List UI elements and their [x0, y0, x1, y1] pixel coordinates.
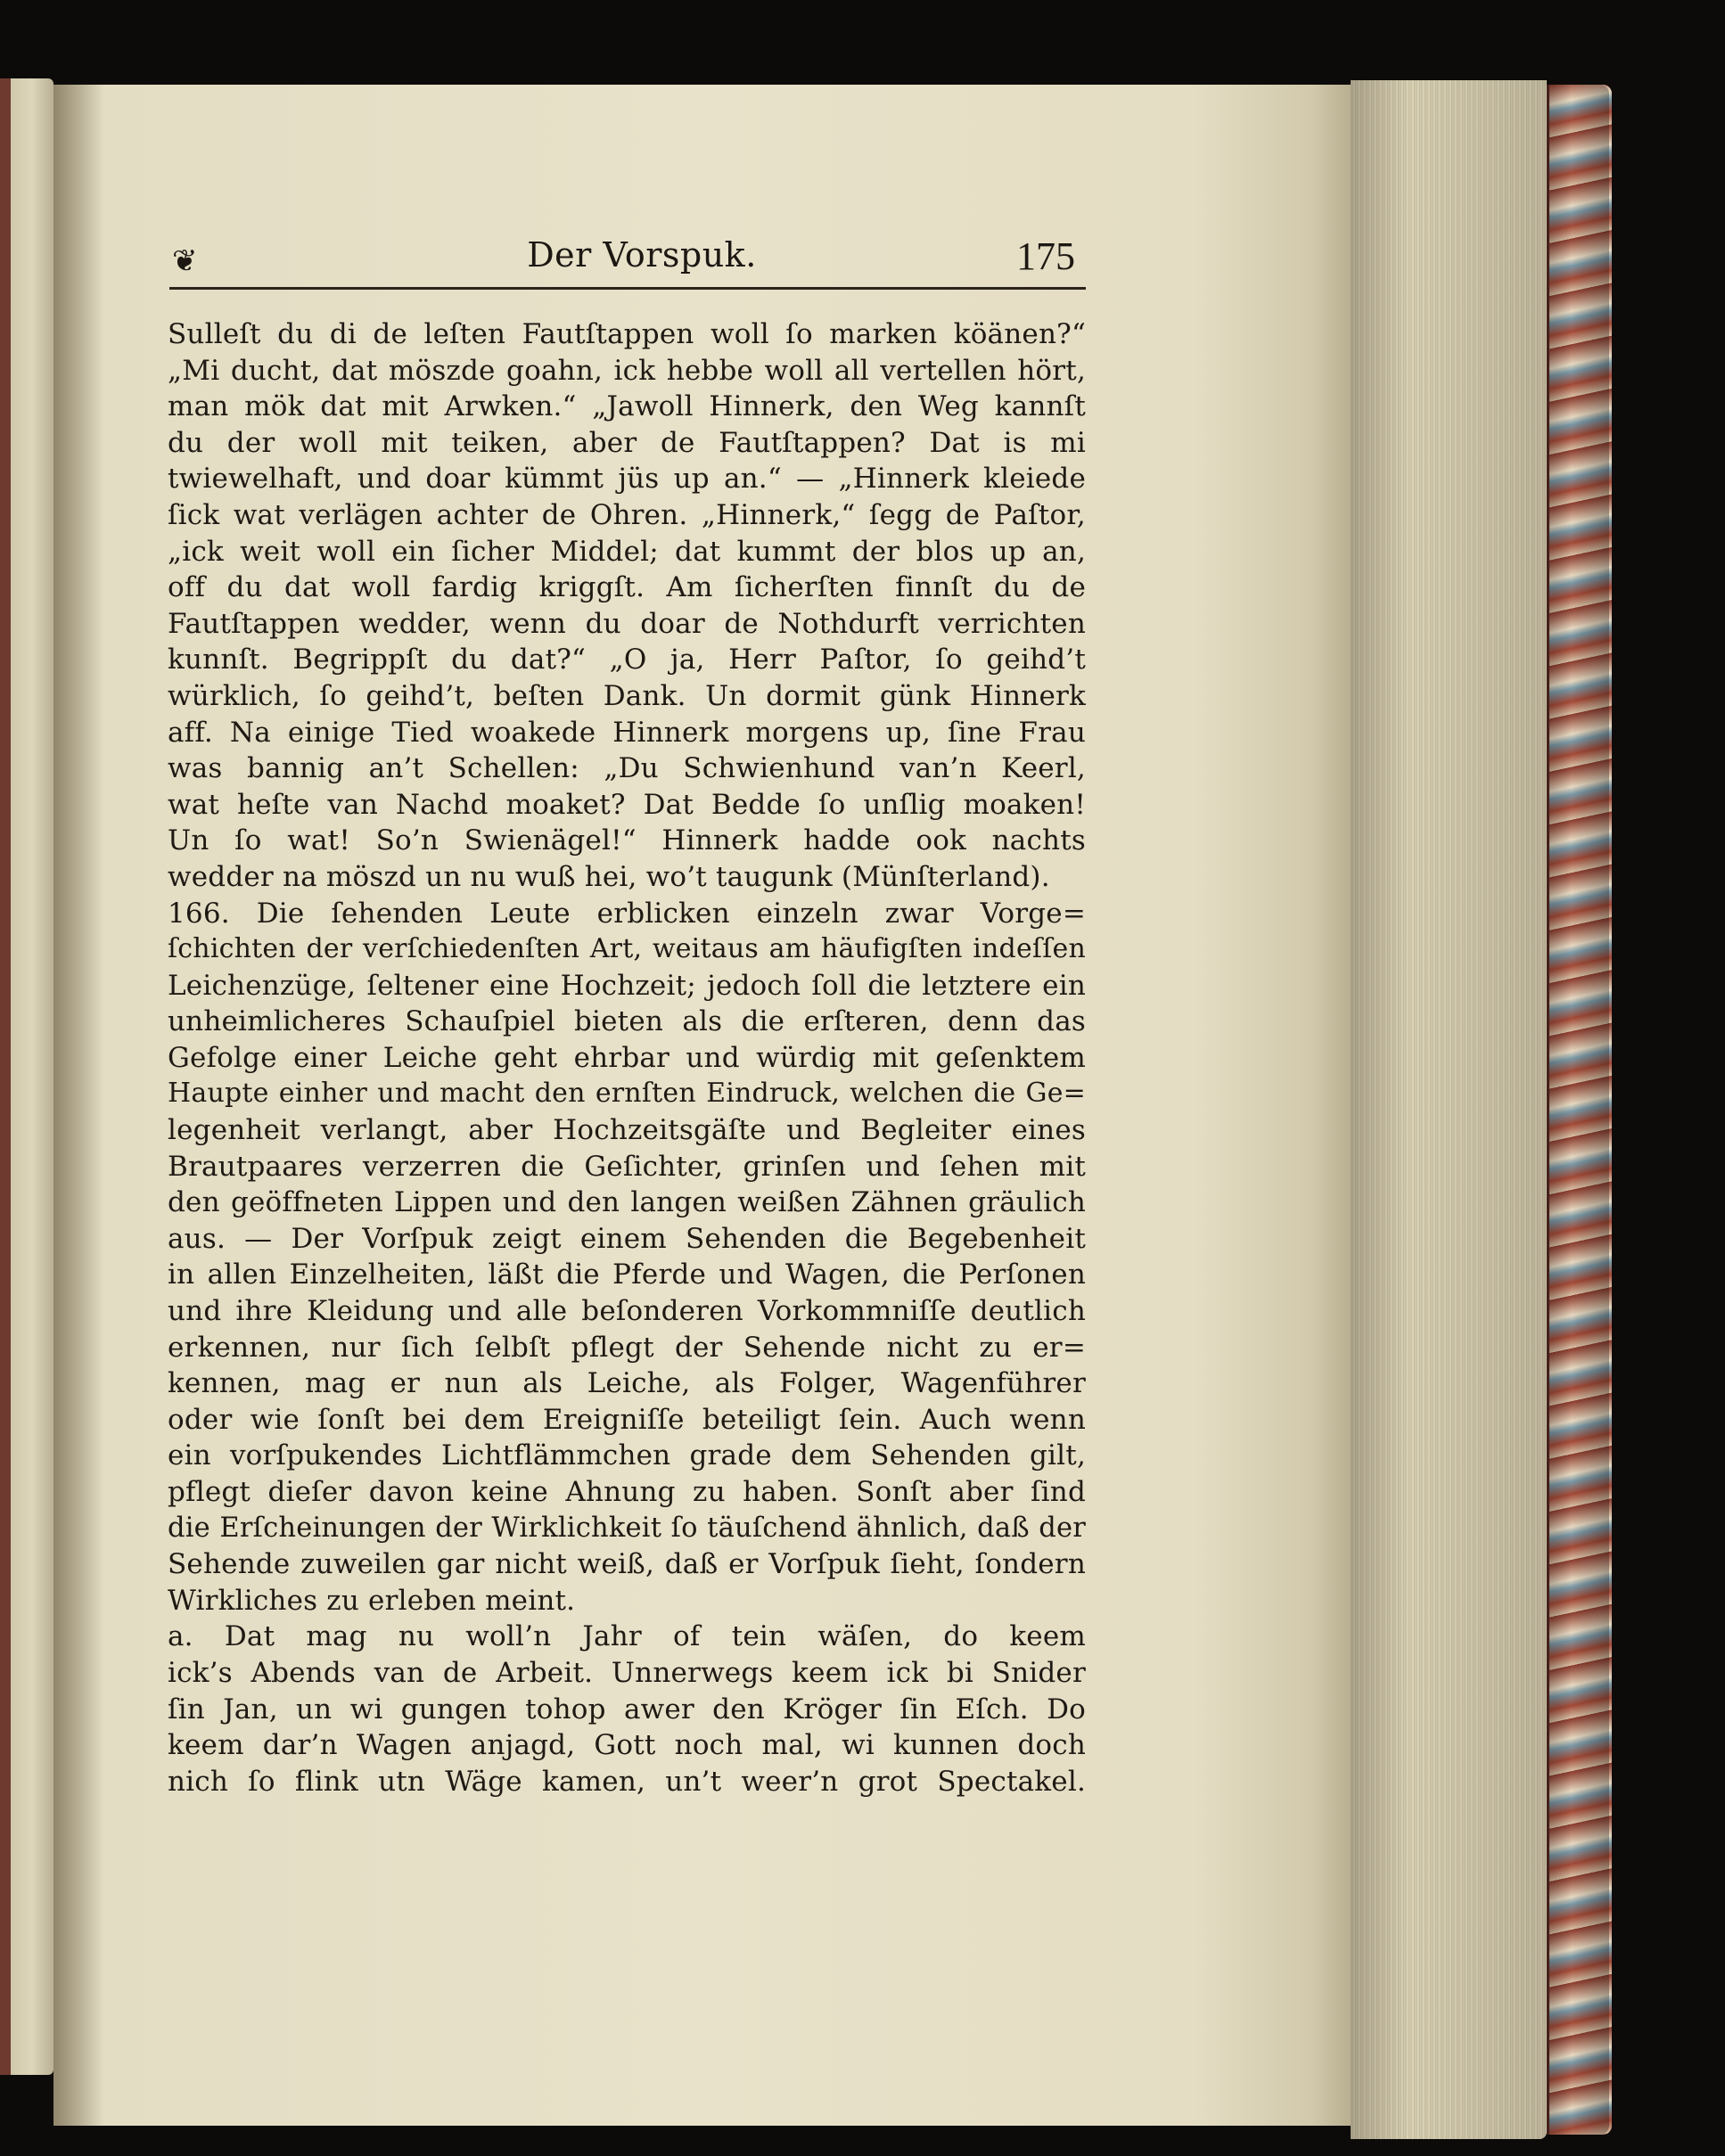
text-line: pflegt dieſer davon keine Ahnung zu haben. Sonſt aber ſind	[168, 1476, 1086, 1508]
text-line: was bannig an’t Schellen: „Du Schwienhund van’n Keerl,	[168, 752, 1086, 785]
text-line: in allen Einzelheiten, läßt die Pferde und Wagen, die Perſonen	[168, 1258, 1086, 1291]
page-number: 175	[1016, 234, 1075, 278]
text-line: würklich, ſo geihd’t, beſten Dank. Un dormit günk Hinnerk	[168, 679, 1086, 712]
cover-shade	[1547, 85, 1609, 2135]
text-line: kennen, mag er nun als Leiche, als Folger, Wagenführer	[168, 1367, 1086, 1400]
running-head: Der Vorspuk.	[527, 235, 757, 275]
ornament-icon: ❦	[172, 243, 198, 279]
text-line: oder wie ſonſt bei dem Ereigniſſe beteiligt ſein. Auch wenn	[168, 1403, 1086, 1436]
body-text	[168, 316, 1086, 1799]
text-line: twiewelhaft, und doar kümmt jüs up an.“ — „Hinnerk kleiede	[168, 463, 1086, 496]
left-cover-edge	[0, 78, 11, 2075]
text-line: keem dar’n Wagen anjagd, Gott noch mal, wi kunnen doch	[168, 1729, 1086, 1762]
text-line: Sehende zuweilen gar nicht weiß, daß er Vorſpuk ſieht, ſondern	[168, 1548, 1086, 1581]
text-line: Un ſo wat! So’n Swienägel!“ Hinnerk hadde ook nachts	[168, 824, 1086, 857]
text-line: und ihre Kleidung und alle beſonderen Vorkommniſſe deutlich	[168, 1295, 1086, 1328]
text-line: aus. — Der Vorſpuk zeigt einem Sehenden die Begebenheit	[168, 1222, 1086, 1255]
text-line: den geöffneten Lippen und den langen weißen Zähnen gräulich	[168, 1186, 1086, 1219]
text-line: wat heſte van Nachd moaket? Dat Bedde ſo unſlig moaken!	[168, 788, 1086, 821]
text-line: nich ſo flink utn Wäge kamen, un’t weer’n grot Spectakel.	[168, 1765, 1086, 1798]
text-line: off du dat woll fardig kriggſt. Am ſicherſten finnſt du de	[168, 571, 1086, 604]
text-line: Leichenzüge, ſeltener eine Hochzeit; jedoch ſoll die letztere ein	[168, 969, 1086, 1002]
text-line: legenheit verlangt, aber Hochzeitsgäſte und Begleiter eines	[168, 1114, 1086, 1147]
page-block-shade	[1351, 80, 1547, 2139]
gutter-shadow	[53, 85, 103, 2126]
text-line: Wirkliches zu erleben meint.	[168, 1584, 576, 1617]
header-rule	[169, 287, 1086, 290]
text-line: ick’s Abends van de Arbeit. Unnerwegs keem ick bi Snider	[168, 1656, 1086, 1689]
text-line: ſchichten der verſchiedenſten Art, weitaus am häufigſten indeſſen	[168, 933, 1086, 965]
text-line: Fautſtappen wedder, wenn du doar de Nothdurft verrichten	[168, 607, 1086, 640]
text-line: a. Dat mag nu woll’n Jahr of tein wäſen, do keem	[168, 1620, 1086, 1653]
text-line: man mök dat mit Arwken.“ „Jawoll Hinnerk, den Weg kannſt	[168, 390, 1086, 423]
text-line: du der woll mit teiken, aber de Fautſtappen? Dat is mi	[168, 426, 1086, 459]
text-line: „ick weit woll ein ſicher Middel; dat kummt der blos up an,	[168, 535, 1086, 568]
text-line: Gefolge einer Leiche geht ehrbar und würdig mit geſenktem	[168, 1041, 1086, 1074]
text-line: aff. Na einige Tied woakede Hinnerk morgens up, ſine Frau	[168, 716, 1086, 749]
text-line: wedder na möszd un nu wuß hei, wo’t taugunk (Münſterland).	[168, 860, 1050, 893]
text-line: erkennen, nur ſich ſelbſt pflegt der Sehende nicht zu er=	[168, 1331, 1086, 1364]
text-line: ſin Jan, un wi gungen tohop awer den Kröger ſin Eſch. Do	[168, 1693, 1086, 1726]
text-line: ein vorſpukendes Lichtflämmchen grade dem Sehenden gilt,	[168, 1439, 1086, 1472]
text-line: Brautpaares verzerren die Geſichter, grinſen und ſehen mit	[168, 1150, 1086, 1183]
text-line: Sulleſt du di de leſten Fautſtappen woll ſo marken köänen?“	[168, 318, 1086, 350]
text-line: die Erſcheinungen der Wirklichkeit ſo täuſchend ähnlich, daß der	[168, 1512, 1086, 1544]
text-line: unheimlicheres Schauſpiel bieten als die erſteren, denn das	[168, 1005, 1086, 1038]
text-line: Haupte einher und macht den ernſten Eindruck, welchen die Ge=	[168, 1078, 1086, 1110]
text-line: kunnſt. Begrippſt du dat?“ „O ja, Herr Paſtor, ſo geihd’t	[168, 644, 1086, 676]
text-line: ſick wat verlägen achter de Ohren. „Hinnerk,“ ſegg de Paſtor,	[168, 498, 1086, 531]
text-line: „Mi ducht, dat möszde goahn, ick hebbe woll all vertellen hört,	[168, 354, 1086, 387]
text-line: 166. Die ſehenden Leute erblicken einzeln zwar Vorge=	[168, 897, 1086, 930]
